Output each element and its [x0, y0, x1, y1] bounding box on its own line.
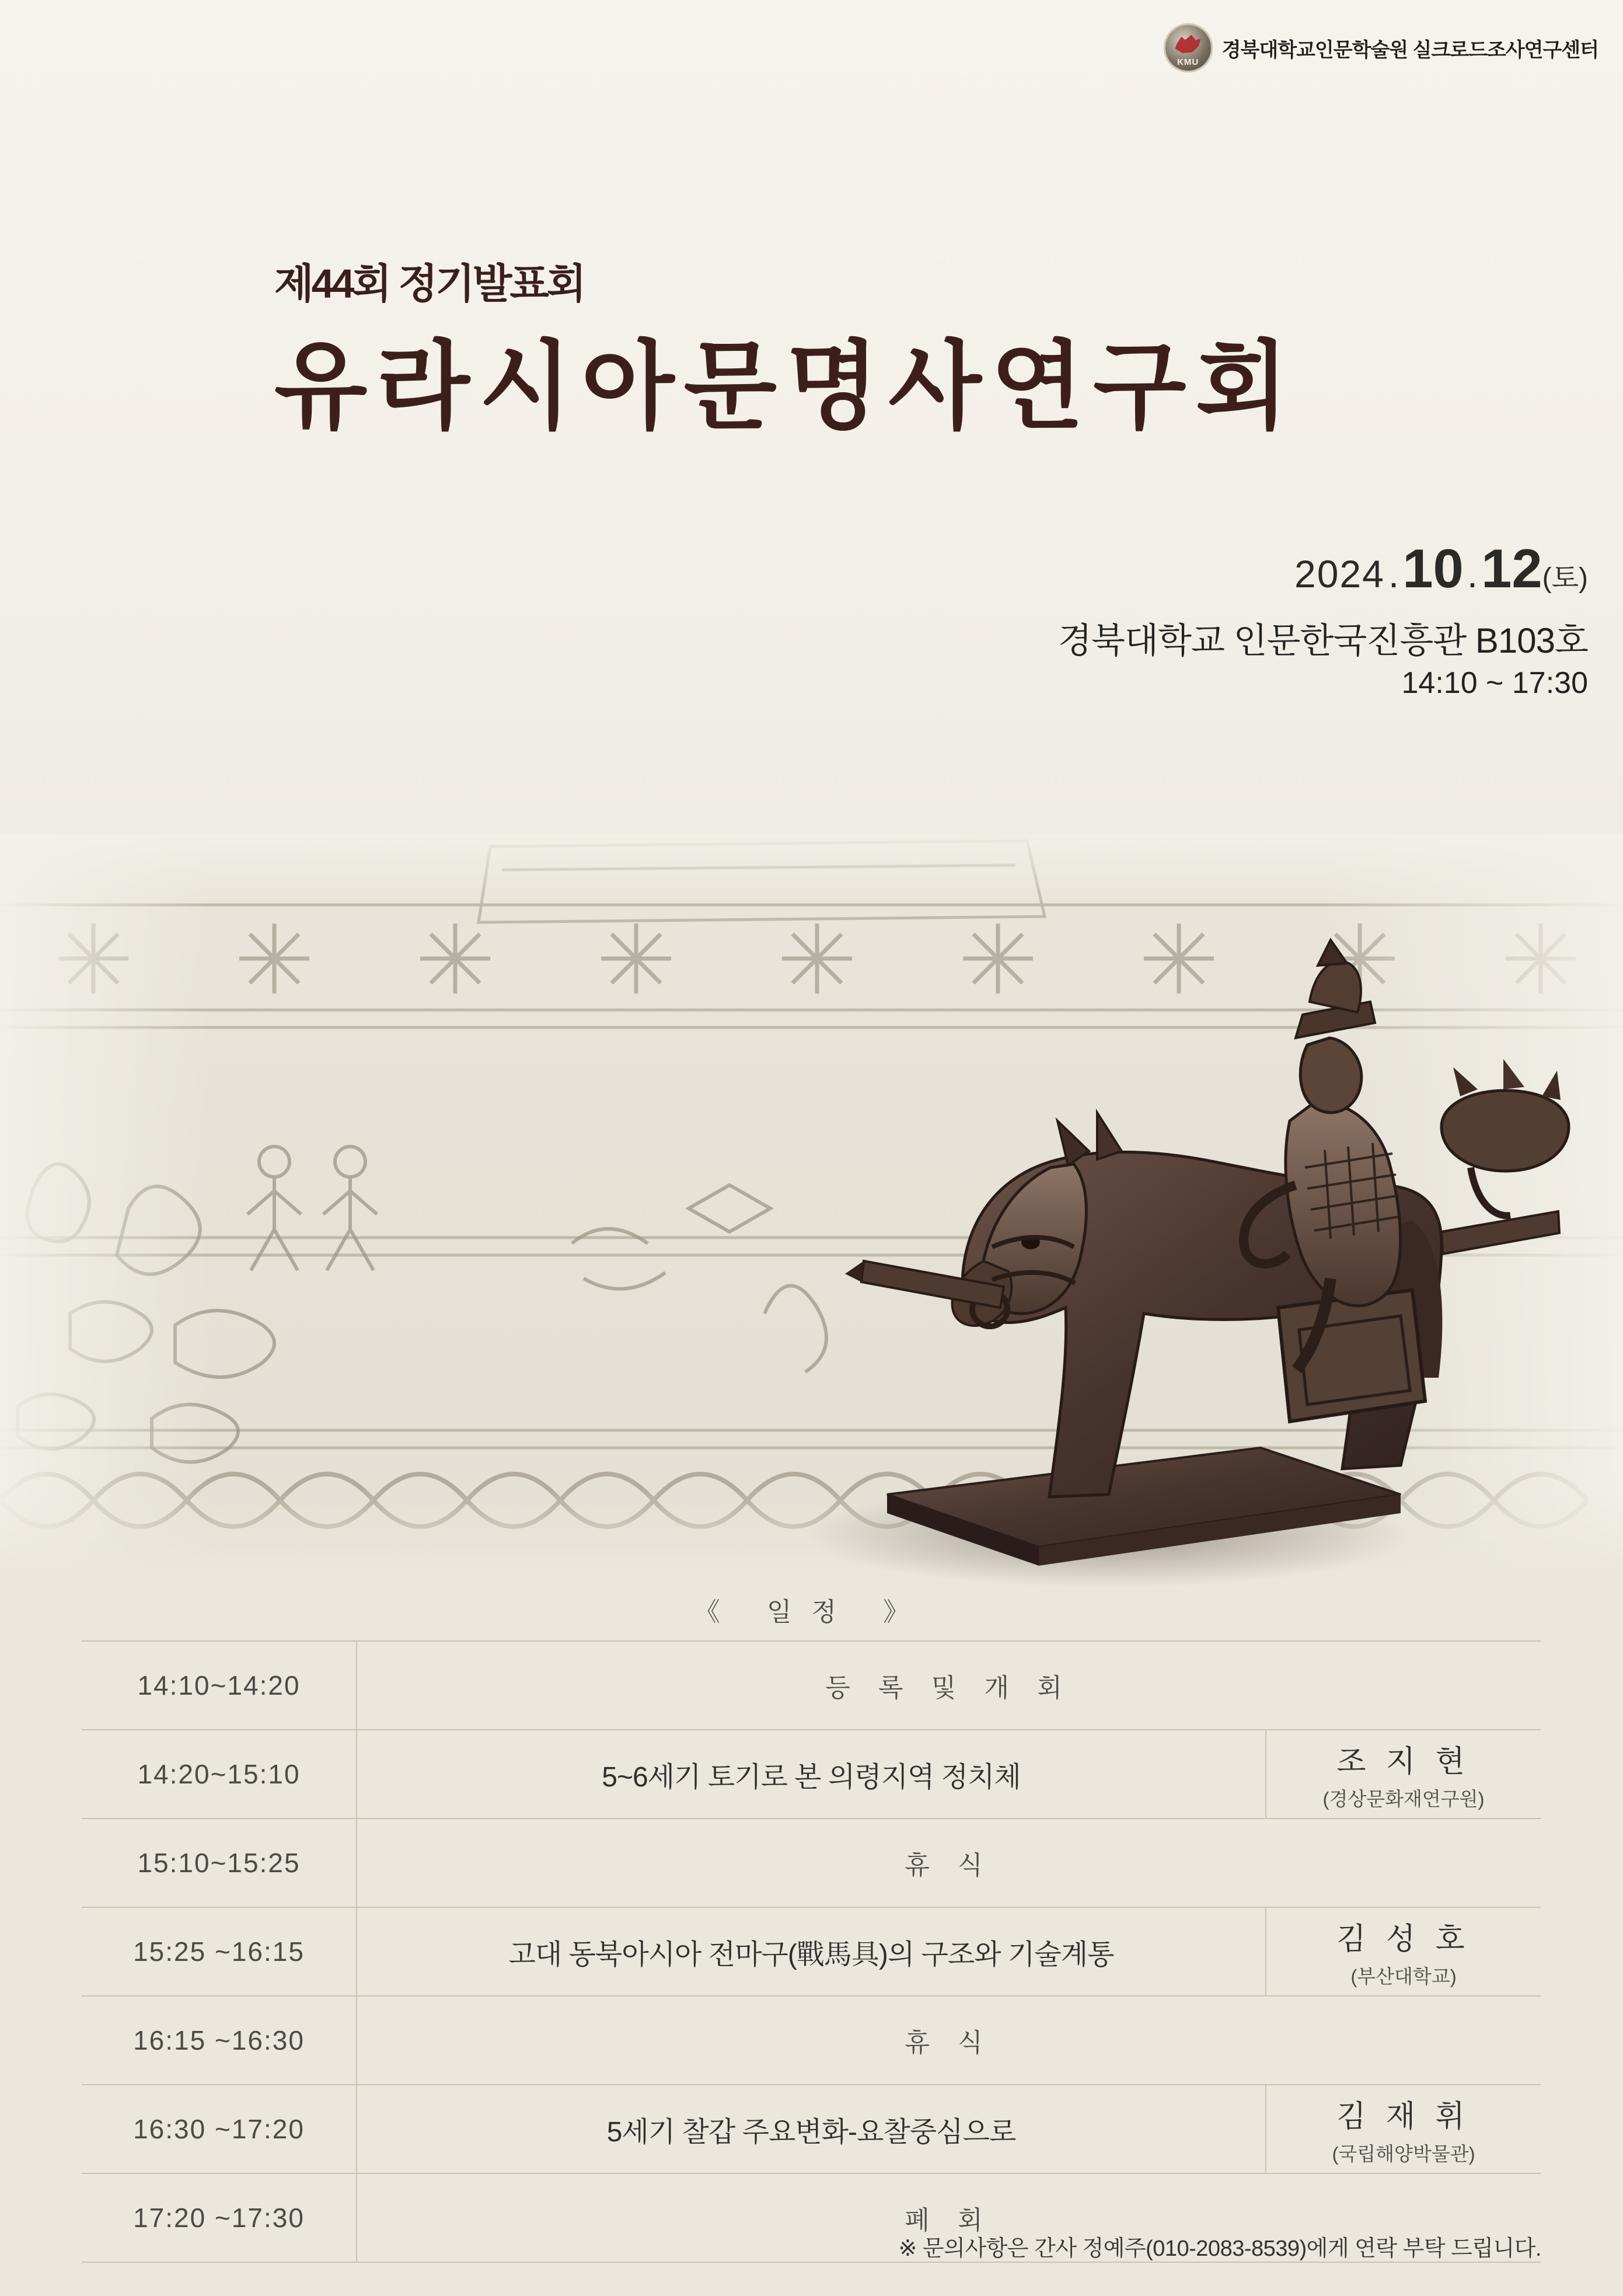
- schedule-time: 15:10~15:25: [82, 1819, 357, 1907]
- schedule-heading: [0, 1591, 1623, 1628]
- speaker-affiliation: (경상문화재연구원): [1322, 1788, 1485, 1810]
- schedule-topic: 등 록 및 개 회: [825, 1674, 1073, 1702]
- speaker-name: 조 지 현: [1336, 1745, 1471, 1779]
- event-venue: 경북대학교 인문한국진흥관 B103호: [1058, 621, 1588, 660]
- schedule-time: 16:15 ~16:30: [82, 1997, 357, 2084]
- schedule-time: 14:10~14:20: [82, 1642, 357, 1729]
- event-time: 14:10 ~ 17:30: [1401, 666, 1588, 700]
- event-subtitle: 제44회 정기발표회: [274, 261, 584, 306]
- table-row: [82, 2085, 1541, 2174]
- organization-logo: [1164, 23, 1598, 72]
- schedule-time: 14:20~15:10: [82, 1730, 357, 1818]
- schedule-speaker: [1265, 1908, 1541, 1995]
- date-month: 10: [1402, 538, 1464, 599]
- table-row: [82, 1730, 1541, 1819]
- speaker-name: 김 성 호: [1336, 1922, 1471, 1956]
- logo-mark-label: KMU: [1177, 57, 1199, 67]
- schedule-heading-right: 정 》: [811, 1598, 929, 1626]
- schedule-topic: 고대 동북아시아 전마구(戰馬具)의 구조와 기술계통: [508, 1939, 1114, 1970]
- date-weekday: (토): [1542, 563, 1588, 594]
- schedule-speaker: [1265, 2085, 1541, 2173]
- schedule-time: 16:30 ~17:20: [82, 2085, 357, 2173]
- organization-name: 경북대학교인문학술원 실크로드조사연구센터: [1221, 39, 1598, 61]
- schedule-topic: 휴 식: [905, 2029, 993, 2057]
- table-row: [82, 1997, 1541, 2085]
- contact-note: ※ 문의사항은 간사 정예주(010-2083-8539)에게 연락 부탁 드립니다.: [898, 2236, 1541, 2261]
- schedule-topic: 폐 회: [905, 2206, 993, 2235]
- speaker-affiliation: (부산대학교): [1350, 1966, 1457, 1987]
- date-dot-1: .: [1388, 552, 1399, 595]
- schedule-topic: 5세기 찰갑 주요변화-요찰중심으로: [606, 2116, 1016, 2148]
- schedule-speaker: [1265, 1730, 1541, 1818]
- table-row: [82, 1908, 1541, 1997]
- event-date: [1294, 537, 1588, 600]
- schedule-time: 15:25 ~16:15: [82, 1908, 357, 1995]
- mural-fade-left: [0, 835, 210, 1570]
- schedule-topic: 휴 식: [905, 1851, 993, 1880]
- date-year: 2024: [1294, 552, 1385, 595]
- kmu-seal-icon: [1164, 23, 1213, 72]
- horse-and-rider-figurine-image: [689, 718, 1599, 1617]
- horse-glyph-icon: [1174, 33, 1202, 55]
- date-day: 12: [1481, 538, 1542, 599]
- page-title: 유라시아문명사연구회: [274, 333, 1298, 440]
- schedule-table: [82, 1640, 1541, 2263]
- table-row: [82, 1642, 1541, 1730]
- table-row: [82, 1819, 1541, 1908]
- schedule-topic: 5~6세기 토기로 본 의령지역 정치체: [602, 1761, 1021, 1793]
- date-dot-2: .: [1467, 552, 1478, 595]
- speaker-name: 김 재 휘: [1336, 2100, 1471, 2134]
- schedule-heading-left: 《 일: [694, 1598, 812, 1626]
- figurine-illustration: [689, 718, 1599, 1617]
- schedule-time: 17:20 ~17:30: [82, 2174, 357, 2262]
- speaker-affiliation: (국립해양박물관): [1332, 2143, 1475, 2165]
